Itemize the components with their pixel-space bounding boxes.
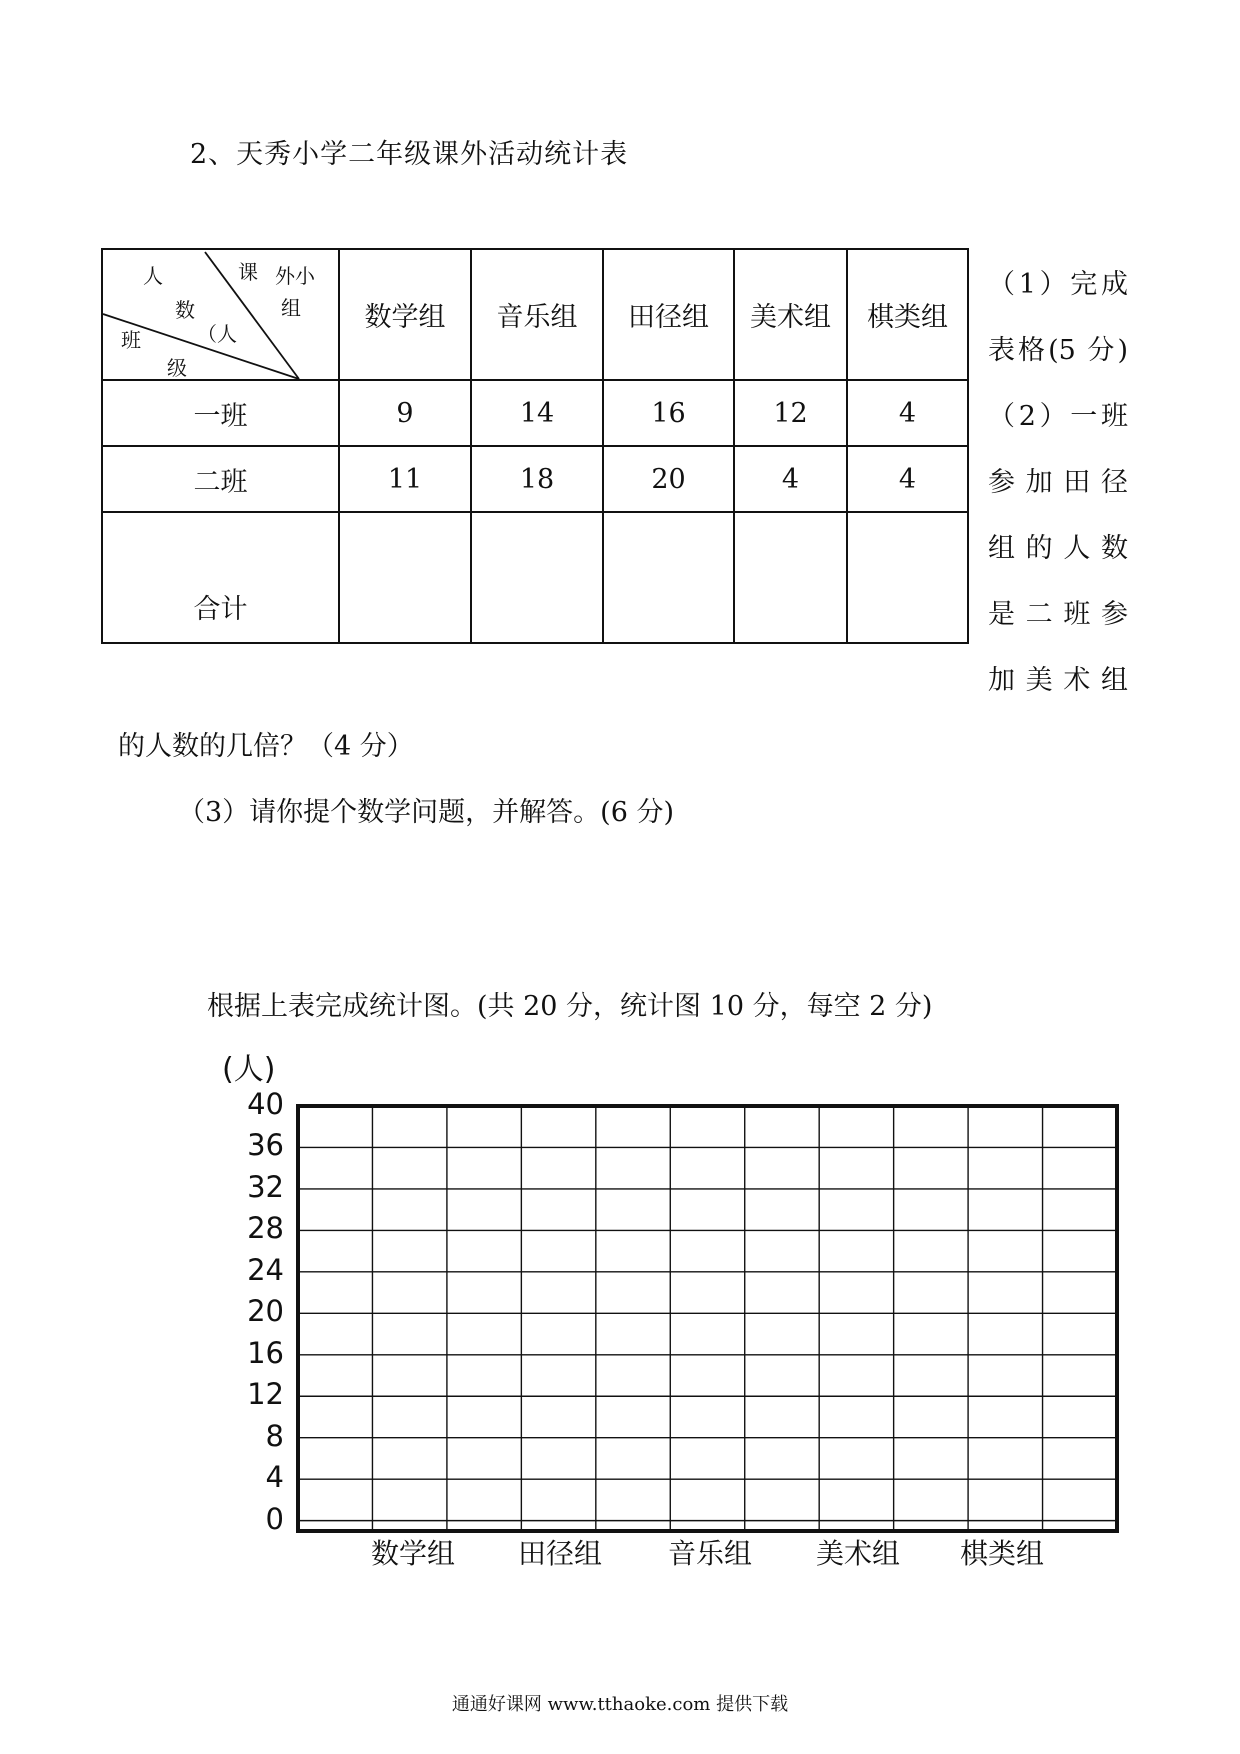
table-cell: 16: [603, 380, 734, 446]
table-cell: 12: [734, 380, 847, 446]
y-tick-label: 0: [265, 1501, 284, 1536]
y-tick-label: 32: [247, 1169, 284, 1204]
header-art: 美术组: [734, 249, 847, 380]
footer-credit: 通通好课网 www.tthaoke.com 提供下载: [451, 1694, 789, 1715]
y-tick-label: 28: [247, 1211, 284, 1246]
row-label: 一班: [102, 380, 339, 446]
chart-frame: [298, 1106, 1117, 1531]
side-text-line: 组的人数: [988, 533, 1128, 564]
header-chess: 棋类组: [847, 249, 968, 380]
side-text-line: 表格(5 分): [988, 335, 1128, 366]
header-track: 田径组: [603, 249, 734, 380]
table-cell: 11: [339, 446, 471, 512]
corner-count-label-2: 数: [175, 298, 195, 322]
y-tick-label: 12: [247, 1377, 284, 1412]
corner-count-label-1: 人: [143, 264, 163, 288]
x-tick-label: 美术组: [815, 1537, 900, 1570]
y-tick-label: 8: [265, 1418, 284, 1453]
x-tick-label: 数学组: [370, 1537, 455, 1570]
table-cell: 14: [471, 380, 603, 446]
table-cell: 18: [471, 446, 603, 512]
total-label: 合计: [102, 512, 339, 643]
side-text-line: （2）一班: [988, 401, 1128, 432]
question2-continuation: 的人数的几倍？（4 分）: [118, 731, 414, 762]
y-tick-label: 16: [247, 1335, 284, 1370]
side-text-line: 是二班参: [988, 599, 1128, 630]
y-tick-label: 20: [247, 1294, 284, 1329]
side-text-line: 参加田径: [988, 467, 1128, 498]
table-cell: 4: [847, 380, 968, 446]
y-axis-unit-label: (人): [222, 1052, 276, 1087]
side-text-line: 加美术组: [988, 665, 1128, 696]
y-tick-label: 40: [247, 1087, 284, 1121]
question-title: 2、天秀小学二年级课外活动统计表: [190, 139, 629, 170]
y-tick-label: 4: [265, 1460, 284, 1495]
corner-row-label-1: 班: [121, 328, 141, 352]
row-label: 二班: [102, 446, 339, 512]
corner-col-label-1: 课: [238, 260, 258, 284]
header-math: 数学组: [339, 249, 471, 380]
x-tick-label: 棋类组: [959, 1537, 1044, 1570]
chart-instruction: 根据上表完成统计图。(共 20 分，统计图 10 分，每空 2 分): [207, 991, 933, 1022]
header-music: 音乐组: [471, 249, 603, 380]
table-cell: 4: [734, 446, 847, 512]
corner-row-label-2: 级: [167, 356, 187, 380]
y-tick-label: 36: [247, 1128, 284, 1163]
question3-prompt: （3）请你提个数学问题，并解答。(6 分): [178, 797, 675, 828]
corner-col-label-3: 组: [281, 296, 301, 320]
table-cell: 4: [847, 446, 968, 512]
table-cell: 20: [603, 446, 734, 512]
y-tick-label: 24: [247, 1252, 284, 1287]
side-text-line: （1）完成: [988, 269, 1128, 300]
x-tick-label: 音乐组: [667, 1537, 752, 1570]
x-tick-label: 田径组: [517, 1537, 602, 1570]
table-cell: 9: [339, 380, 471, 446]
corner-col-label-2: 外小: [275, 264, 315, 288]
corner-count-label-3: （人: [197, 322, 237, 346]
